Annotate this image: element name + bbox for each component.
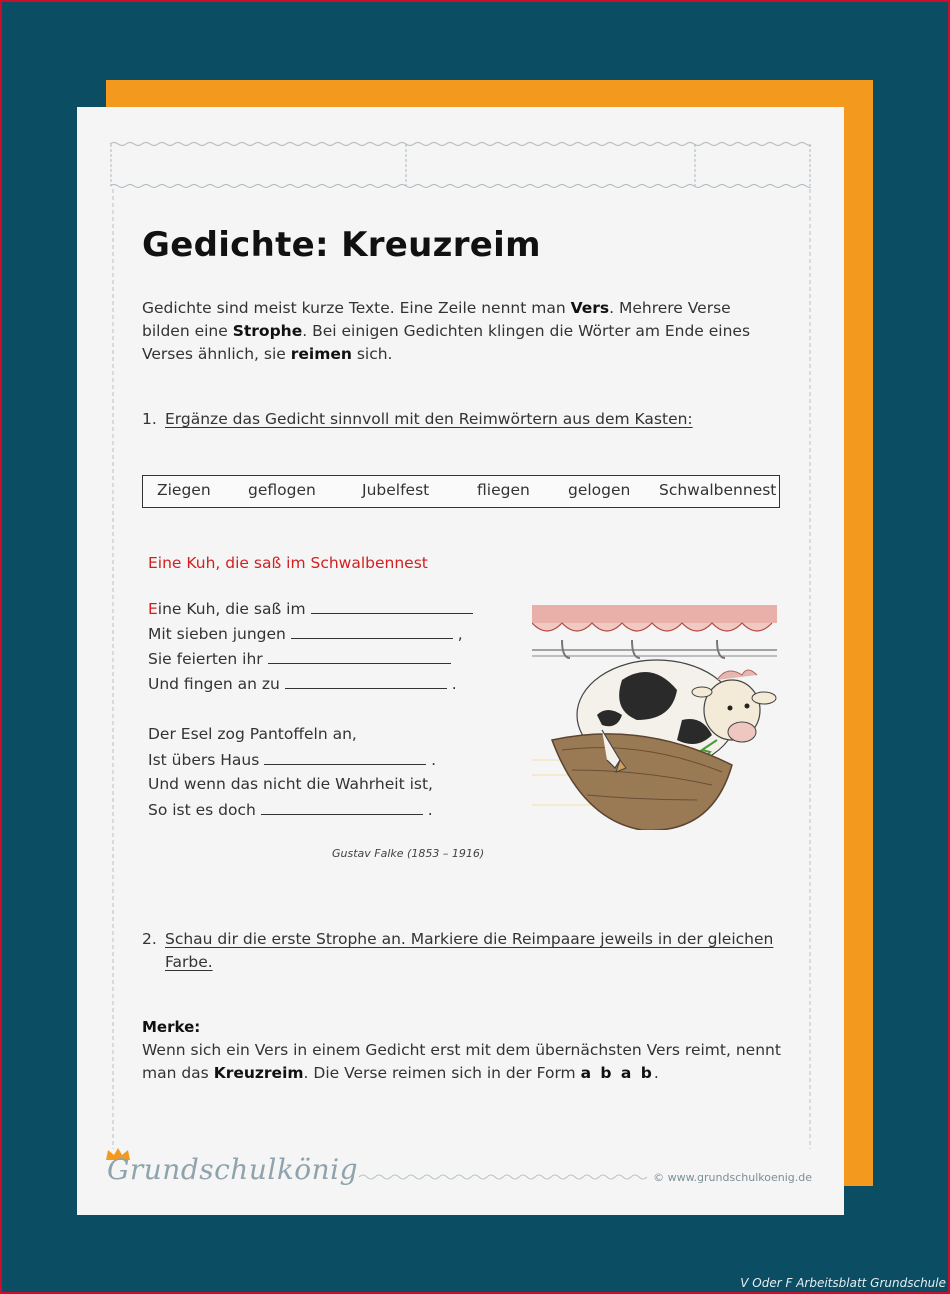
- task-1: [142, 408, 782, 432]
- right-wavy-border: [807, 189, 813, 1149]
- merke-text-1: Wenn sich ein Vers in einem Gedicht erst mit dem übernächsten Vers reimt, nennt man das: [142, 1041, 781, 1082]
- header-name-boxes: [110, 141, 811, 189]
- verse-line: [148, 725, 357, 743]
- answer-blank[interactable]: [264, 750, 426, 765]
- merke-bold-kreuzreim: Kreuzreim: [213, 1064, 304, 1082]
- word-box: [142, 475, 780, 508]
- verse-line: [148, 800, 433, 819]
- word-item: Jubelfest: [362, 481, 430, 499]
- verse-text: So ist es doch: [148, 801, 256, 819]
- copyright-text: © www.grundschulkoenig.de: [653, 1171, 812, 1184]
- verse-line: [148, 599, 473, 618]
- verse-text: Sie feierten ihr: [148, 650, 263, 668]
- verse-punctuation: .: [431, 751, 437, 769]
- answer-blank[interactable]: [311, 599, 473, 614]
- intro-bold-strophe: Strophe: [232, 322, 303, 340]
- verse-text: Ist übers Haus: [148, 751, 260, 769]
- image-caption: V Oder F Arbeitsblatt Grundschule: [740, 1276, 946, 1290]
- verse-text: Der Esel zog Pantoffeln an,: [148, 725, 357, 743]
- merke-text-3: .: [653, 1064, 659, 1082]
- answer-blank[interactable]: [268, 649, 451, 664]
- task-2: [142, 928, 782, 976]
- brand-logo: Grundschulkönig: [107, 1153, 359, 1186]
- cow-in-nest-illustration: [532, 600, 782, 830]
- answer-blank[interactable]: [261, 800, 423, 815]
- task-2-instruction-line-1: Schau dir die erste Strophe an. Markiere die Reimpaare jeweils in der gleichen: [165, 930, 774, 948]
- verse-line: [148, 674, 457, 693]
- verse-line: [148, 750, 436, 769]
- verse-punctuation: .: [451, 675, 457, 693]
- verse-line: [148, 775, 433, 793]
- verse-text: ine Kuh, die saß im: [157, 600, 306, 618]
- word-item: Ziegen: [157, 481, 211, 499]
- intro-text-1: Gedichte sind meist kurze Texte. Eine Zeile nennt man: [142, 299, 571, 317]
- page-title: Gedichte: Kreuzreim: [142, 225, 541, 265]
- verse-text: Mit sieben jungen: [148, 625, 286, 643]
- merke-text: [142, 1039, 782, 1085]
- intro-text-4: sich.: [351, 345, 393, 363]
- verse-initial: E: [148, 600, 158, 618]
- intro-bold-vers: Vers: [570, 299, 610, 317]
- intro-bold-reimen: reimen: [290, 345, 352, 363]
- merke-heading: Merke:: [142, 1018, 201, 1036]
- footer-wavy-line: [359, 1173, 649, 1181]
- task-2-instruction-line-2: Farbe.: [165, 953, 213, 971]
- left-wavy-border: [110, 189, 116, 1149]
- word-item: gelogen: [568, 481, 631, 499]
- worksheet-page: [77, 107, 844, 1215]
- word-item: geflogen: [248, 481, 316, 499]
- verse-line: [148, 649, 451, 668]
- task-1-number: 1.: [142, 410, 157, 428]
- task-1-instruction: Ergänze das Gedicht sinnvoll mit den Reimwörtern aus dem Kasten:: [165, 410, 693, 428]
- word-item: Schwalbennest: [659, 481, 777, 499]
- task-2-number: 2.: [142, 930, 157, 948]
- poem-author: Gustav Falke (1853 – 1916): [332, 847, 485, 860]
- verse-text: Und wenn das nicht die Wahrheit ist,: [148, 775, 433, 793]
- merke-text-2: . Die Verse reimen sich in der Form: [303, 1064, 581, 1082]
- verse-punctuation: ,: [457, 625, 463, 643]
- verse-text: Und fingen an zu: [148, 675, 280, 693]
- answer-blank[interactable]: [291, 624, 453, 639]
- intro-paragraph: [142, 297, 782, 366]
- merke-bold-abab: a b a b: [580, 1064, 654, 1082]
- verse-line: [148, 624, 463, 643]
- word-item: fliegen: [477, 481, 530, 499]
- intro-text-3: . Bei einigen Gedichten klingen die Wörter am Ende eines Verses ähnlich, sie: [142, 322, 751, 363]
- poem-title: Eine Kuh, die saß im Schwalbennest: [148, 554, 428, 572]
- answer-blank[interactable]: [285, 674, 447, 689]
- intro-text-2: . Mehrere Verse bilden eine: [142, 299, 731, 340]
- verse-punctuation: .: [427, 801, 433, 819]
